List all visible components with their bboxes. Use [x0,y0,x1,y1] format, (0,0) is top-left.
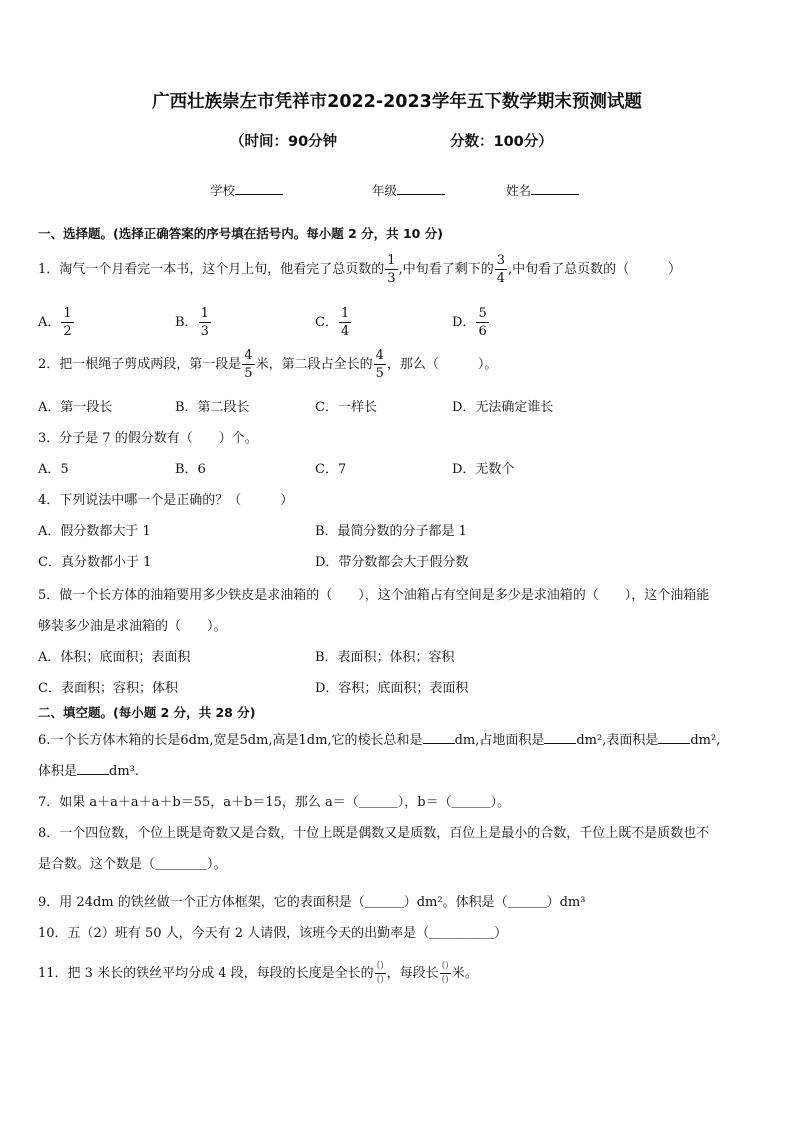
q2-fraction-1 [242,349,254,380]
page-title: 广西壮族崇左市凭祥市2022-2023学年五下数学期末预测试题 [152,92,642,112]
q1-option-d-denominator: 6 [478,324,487,339]
q3-option-c: C．7 [315,462,347,477]
q2-frac1-numerator: 4 [244,348,253,363]
q2-fraction-2 [374,349,386,380]
school-label: 学校 [210,183,236,198]
q1-frac1-numerator: 1 [387,253,396,268]
q6-blank-4 [77,763,109,775]
question-6-line-1 [38,729,720,748]
question-3: 3．分子是 7 的假分数有（ ）个。 [38,431,258,446]
question-5-line-2: 够装多少油是求油箱的（ ）。 [38,619,227,634]
question-5-line-1: 5．做一个长方体的油箱要用多少铁皮是求油箱的（ ），这个油箱占有空间是多少是求油箱的（ ），这个油箱能 [38,588,710,603]
q4-option-c: C．真分数都小于 1 [38,555,152,570]
question-4: 4．下列说法中哪一个是正确的？（ ） [38,493,294,508]
name-blank [531,182,579,195]
q2-option-a: A．第一段长 [38,400,113,415]
q11-text-1: 11．把 3 米长的铁丝平均分成 4 段，每段的长度是全长的 [38,966,374,981]
q11-fraction-1 [375,962,386,985]
q11-frac2-numerator: () [441,961,449,971]
question-10: 10．五（2）班有 50 人，今天有 2 人请假，该班今天的出勤率是（＿＿＿＿＿） [38,926,508,941]
q1-option-a-fraction [61,307,73,338]
q6-blank-3 [658,732,690,744]
q1-option-b-letter: B． [175,315,198,330]
q6-text-5: 体积是 [38,764,78,779]
q11-frac2-denominator: () [441,975,449,985]
q6-text-6: dm³. [109,764,140,779]
q1-option-a [38,307,75,338]
q2-frac1-denominator: 5 [244,366,253,381]
q2-frac2-denominator: 5 [375,366,384,381]
q1-option-c-denominator: 4 [340,324,350,339]
q1-option-c [315,307,352,338]
q1-text-1: 1．淘气一个月看完一本书，这个月上旬，他看完了总页数的 [38,262,385,277]
q5-option-d: D．容积；底面积；表面积 [315,681,469,696]
question-9: 9．用 24dm 的铁丝做一个正方体框架，它的表面积是（＿＿＿）dm²。体积是（＿＿＿）dm³ [38,895,586,910]
q11-fraction-2 [440,962,451,985]
q1-option-c-fraction [339,307,351,338]
q4-option-a: A．假分数都大于 1 [38,524,151,539]
q1-frac2-denominator: 4 [496,271,505,286]
q1-option-c-numerator: 1 [340,306,350,321]
question-6-line-2 [38,760,139,779]
q11-text-2: ，每段长 [386,966,439,981]
q3-option-d: D．无数个 [452,462,515,477]
q6-blank-2 [544,732,576,744]
q1-option-d-numerator: 5 [478,306,487,321]
question-2 [38,349,497,380]
question-8-line-2: 是合数。这个数是（＿＿＿＿）。 [38,857,227,872]
grade-field [372,181,445,199]
grade-label: 年级 [372,183,398,198]
section-heading-choice: 一、选择题。(选择正确答案的序号填在括号内。每小题 2 分，共 10 分) [38,226,443,241]
q11-frac1-numerator: () [376,961,384,971]
q6-blank-1 [423,732,455,744]
q5-option-b: B．表面积；体积；容积 [315,650,455,665]
q2-text-1: 2．把一根绳子剪成两段，第一段是 [38,357,242,372]
q6-text-2: dm,占地面积是 [454,733,545,748]
q6-text-3: dm²,表面积是 [576,733,659,748]
q3-option-b: B．6 [175,462,206,477]
q1-option-c-letter: C． [315,315,338,330]
name-field [506,181,579,199]
exam-time: （时间：90分钟 [230,134,338,150]
q2-option-c: C．一样长 [315,400,377,415]
q4-option-d: D．带分数都会大于假分数 [315,555,469,570]
question-8-line-1: 8．一个四位数，个位上既是奇数又是合数，十位上既是偶数又是质数，百位上是最小的合数，千位上既不是质数也不 [38,826,710,841]
q11-text-3: 米。 [451,966,478,981]
q1-option-d-letter: D． [452,315,476,330]
q2-text-3: ，那么（ ）。 [386,357,498,372]
q1-option-d-fraction [476,307,488,338]
q1-option-b-numerator: 1 [200,306,209,321]
grade-blank [397,182,445,195]
q4-option-b: B．最简分数的分子都是 1 [315,524,467,539]
q1-option-a-denominator: 2 [63,324,72,339]
q2-text-2: 米，第二段占全长的 [255,357,373,372]
question-11 [38,962,478,985]
q6-text-1: 6.一个长方体木箱的长是6dm,宽是5dm,高是1dm,它的棱长总和是 [38,733,423,748]
q1-fraction-2 [495,254,507,285]
exam-score: 分数：100分） [450,134,553,150]
q5-option-c: C．表面积；容积；体积 [38,681,178,696]
name-label: 姓名 [506,183,532,198]
question-7: 7．如果 a＋a＋a＋a＋b＝55，a＋b＝15，那么 a＝（＿＿＿），b＝（＿＿＿）。 [38,795,511,810]
q2-option-d: D．无法确定谁长 [452,400,554,415]
q1-option-d [452,307,490,338]
q1-option-a-letter: A． [38,315,61,330]
q1-frac1-denominator: 3 [387,271,396,286]
q11-frac1-denominator: () [376,975,384,985]
q2-frac2-numerator: 4 [375,348,384,363]
q6-text-4: dm², [690,733,721,748]
q1-frac2-numerator: 3 [496,253,505,268]
q1-fraction-1 [385,254,397,285]
q1-option-a-numerator: 1 [63,306,72,321]
q1-text-3: ,中旬看了总页数的（ ） [507,262,682,277]
school-field [210,181,283,199]
q5-option-a: A．体积；底面积；表面积 [38,650,191,665]
school-blank [235,182,283,195]
q1-option-b-denominator: 3 [200,324,209,339]
q3-option-a: A．5 [38,462,69,477]
q1-text-2: ,中旬看了剩下的 [398,262,494,277]
q2-option-b: B．第二段长 [175,400,250,415]
q1-option-b [175,307,212,338]
question-1 [38,254,681,285]
q1-option-b-fraction [199,307,211,338]
section-heading-fill: 二、填空题。(每小题 2 分，共 28 分) [38,705,256,720]
